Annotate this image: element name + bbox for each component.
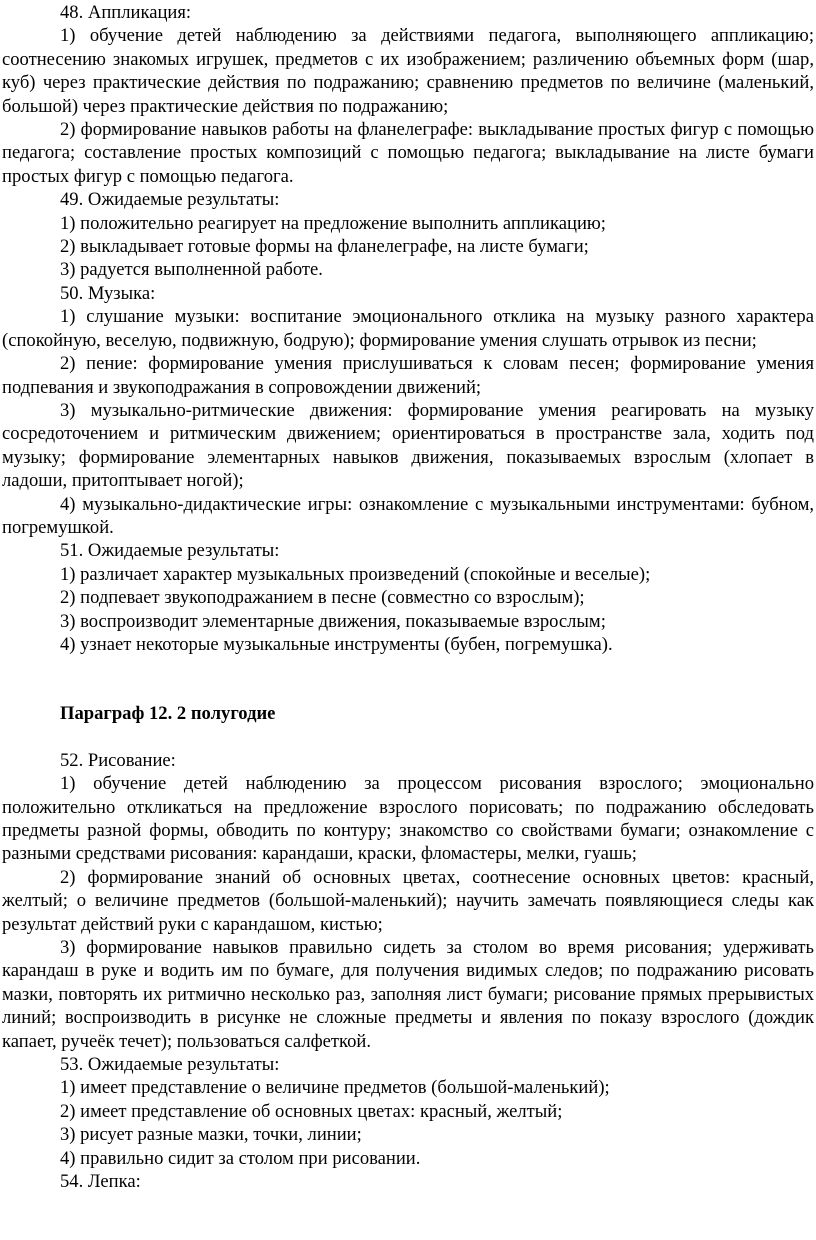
- paragraph: 1) различает характер музыкальных произведений (спокойные и веселые);: [60, 563, 651, 585]
- paragraph: 48. Аппликация:: [60, 2, 192, 23]
- paragraph: 2) имеет представление об основных цветах: красный, желтый;: [60, 1100, 563, 1122]
- document-page: [2, 1, 814, 1194]
- paragraph: 51. Ожидаемые результаты:: [60, 540, 280, 562]
- paragraph: 2) выкладывает готовые формы на фланелеграфе, на листе бумаги;: [60, 236, 589, 258]
- paragraph: 2) формирование навыков работы на фланелеграфе: выкладывание простых фигур с помощью педагога; составление простых композиций с помощью педагога; выкладывание на листе бумаги простых фигур с помощью педагога.: [2, 119, 814, 187]
- section-heading: Параграф 12. 2 полугодие: [60, 703, 276, 725]
- paragraph: 4) музыкально-дидактические игры: ознакомление с музыкальными инструментами: бубном, погремушкой.: [2, 493, 814, 538]
- paragraph: 3) формирование навыков правильно сидеть за столом во время рисования; удерживать карандаш в руке и водить им по бумаге, для получения видимых следов; по подражанию рисовать мазки, повторять их ритмично несколько раз, заполняя лист бумаги; рисование прямых прерывистых линий; воспроизводить в рисунке не сложные предметы и явления по показу взрослого (дождик капает, ручеёк течет); пользоваться салфеткой.: [2, 937, 814, 1052]
- paragraph: 2) пение: формирование умения прислушиваться к словам песен; формирование умения подпевания и звукоподражания в сопровождении движений;: [2, 353, 814, 398]
- spacer: [2, 656, 814, 702]
- paragraph: 50. Музыка:: [60, 282, 156, 304]
- paragraph: 54. Лепка:: [60, 1171, 141, 1193]
- paragraph: 53. Ожидаемые результаты:: [60, 1054, 280, 1076]
- text-block-after: [2, 749, 814, 1194]
- paragraph: 4) узнает некоторые музыкальные инструменты (бубен, погремушка).: [60, 633, 613, 655]
- paragraph: 2) подпевает звукоподражанием в песне (совместно со взрослым);: [60, 587, 585, 609]
- paragraph: 2) формирование знаний об основных цветах, соотнесение основных цветов: красный, желтый; о величине предметов (большой-маленький); научить замечать появляющиеся следы как результат действий руки с карандашом, кистью;: [2, 866, 814, 935]
- paragraph: 1) обучение детей наблюдению за действиями педагога, выполняющего аппликацию; соотнесению знакомых игрушек, предметов с их изображением; различению объемных форм (шар, куб) через практические действия по подражанию; сравнению предметов по величине (маленький, большой) через практические действия по подражанию;: [2, 25, 814, 117]
- paragraph: 1) имеет представление о величине предметов (большой-маленький);: [60, 1077, 610, 1099]
- paragraph: 49. Ожидаемые результаты:: [60, 189, 280, 211]
- paragraph: 3) рисует разные мазки, точки, линии;: [60, 1124, 362, 1146]
- paragraph: 4) правильно сидит за столом при рисовании.: [60, 1147, 421, 1169]
- paragraph: 1) положительно реагирует на предложение выполнить аппликацию;: [60, 212, 606, 234]
- paragraph: 3) радуется выполненной работе.: [60, 259, 323, 281]
- paragraph: 1) обучение детей наблюдению за процессом рисования взрослого; эмоционально положительно откликаться на предложение взрослого порисовать; по подражанию обследовать предметы разной формы, обводить по контуру; знакомство со свойствами бумаги; ознакомление с разными средствами рисования: карандаши, краски, фломастеры, мелки, гуашь;: [2, 773, 814, 865]
- text-block-before: [2, 1, 814, 656]
- paragraph: 1) слушание музыки: воспитание эмоционального отклика на музыку разного характера (спокойную, веселую, подвижную, бодрую); формирование умения слушать отрывок из песни;: [2, 306, 814, 351]
- paragraph: 52. Рисование:: [60, 749, 176, 771]
- paragraph: 3) музыкально-ритмические движения: формирование умения реагировать на музыку сосредоточением и ритмическим движением; ориентироваться в пространстве зала, ходить под музыку; формирование элементарных навыков движения, показываемых взрослым (хлопает в ладоши, притоптывает ногой);: [2, 399, 814, 492]
- paragraph: 3) воспроизводит элементарные движения, показываемые взрослым;: [60, 610, 606, 632]
- spacer: [2, 726, 814, 749]
